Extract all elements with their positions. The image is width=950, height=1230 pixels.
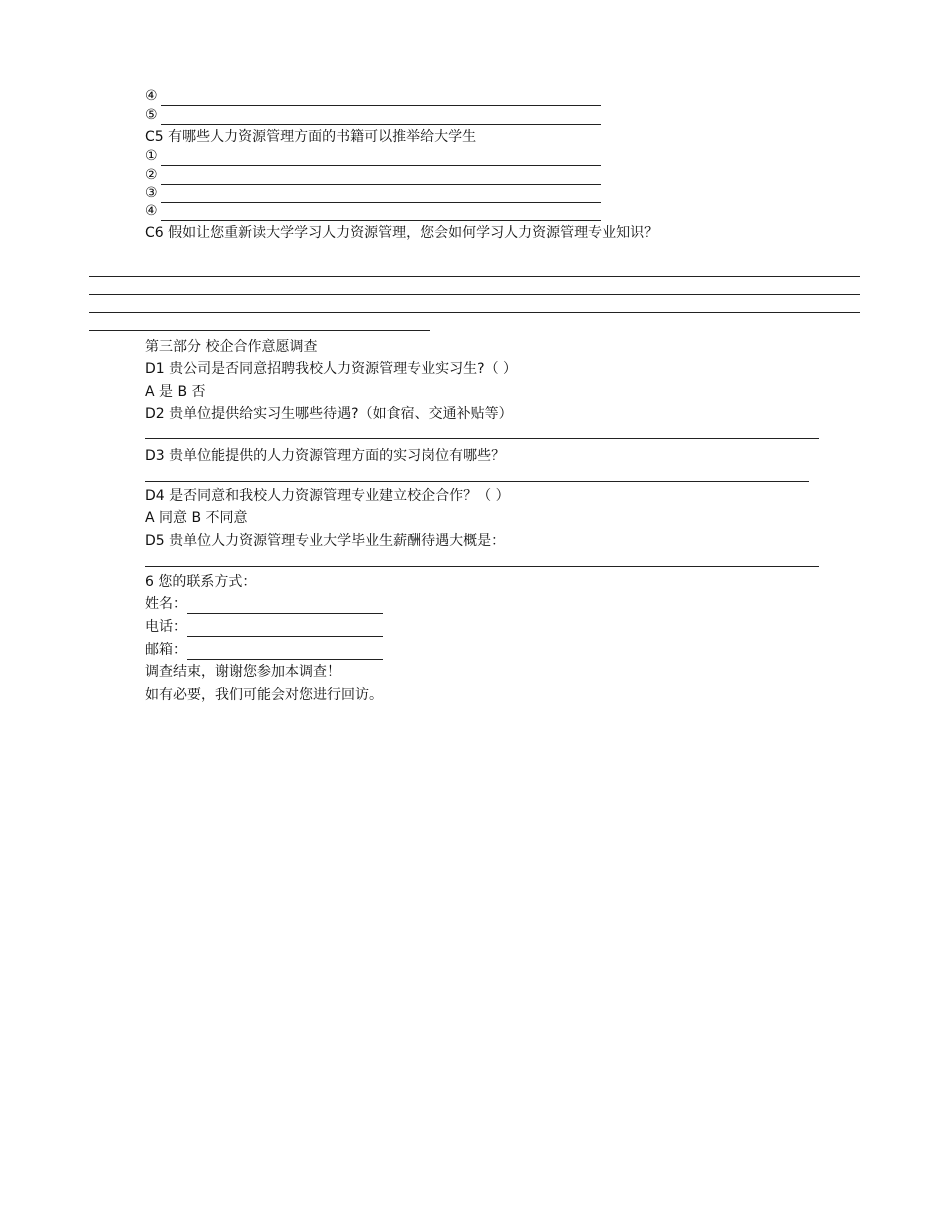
answer-blank[interactable] xyxy=(161,91,601,106)
answer-blank[interactable] xyxy=(161,206,601,221)
closing-followup: 如有必要，我们可能会对您进行回访。 xyxy=(145,687,383,703)
d1-question: D1 贵公司是否同意招聘我校人力资源管理专业实习生?（ ） xyxy=(145,361,518,377)
item-mark: ⑤ xyxy=(145,107,158,123)
contact-title: 6 您的联系方式： xyxy=(145,574,257,590)
contact-phone-row xyxy=(145,617,383,637)
item-mark: ② xyxy=(145,167,158,183)
email-field[interactable] xyxy=(187,645,383,660)
d4-question: D4 是否同意和我校人力资源管理专业建立校企合作？（ ） xyxy=(145,488,510,504)
contact-email-row xyxy=(145,640,383,660)
d3-answer-line[interactable] xyxy=(145,481,809,482)
answer-blank[interactable] xyxy=(161,151,601,166)
d2-question: D2 贵单位提供给实习生哪些待遇?（如食宿、交通补贴等） xyxy=(145,406,513,422)
c5-item-3 xyxy=(145,183,601,203)
d2-answer-line[interactable] xyxy=(145,438,819,439)
c4-item-4 xyxy=(145,86,601,106)
item-mark: ④ xyxy=(145,88,158,104)
c6-answer-line-3[interactable] xyxy=(89,312,860,313)
phone-field[interactable] xyxy=(187,622,383,637)
c5-item-2 xyxy=(145,165,601,185)
d5-answer-line[interactable] xyxy=(145,566,819,567)
c6-answer-line-1[interactable] xyxy=(89,276,860,277)
d5-question: D5 贵单位人力资源管理专业大学毕业生薪酬待遇大概是： xyxy=(145,533,506,549)
item-mark: ③ xyxy=(145,185,158,201)
c4-item-5 xyxy=(145,105,601,125)
c6-question: C6 假如让您重新读大学学习人力资源管理，您会如何学习人力资源管理专业知识？ xyxy=(145,225,659,241)
answer-blank[interactable] xyxy=(161,110,601,125)
phone-label: 电话： xyxy=(145,619,187,635)
closing-thanks: 调查结束，谢谢您参加本调查！ xyxy=(145,664,341,680)
c6-answer-line-4[interactable] xyxy=(89,330,430,331)
d1-options[interactable]: A 是 B 否 xyxy=(145,384,206,400)
d4-options[interactable]: A 同意 B 不同意 xyxy=(145,510,248,526)
part3-title: 第三部分 校企合作意愿调查 xyxy=(145,339,318,355)
name-field[interactable] xyxy=(187,599,383,614)
contact-name-row xyxy=(145,594,383,614)
d3-question: D3 贵单位能提供的人力资源管理方面的实习岗位有哪些？ xyxy=(145,448,506,464)
item-mark: ① xyxy=(145,148,158,164)
c5-item-1 xyxy=(145,146,601,166)
email-label: 邮箱： xyxy=(145,642,187,658)
c6-answer-line-2[interactable] xyxy=(89,294,860,295)
item-mark: ④ xyxy=(145,203,158,219)
c5-question: C5 有哪些人力资源管理方面的书籍可以推举给大学生 xyxy=(145,129,477,145)
c5-item-4 xyxy=(145,201,601,221)
name-label: 姓名： xyxy=(145,596,187,612)
